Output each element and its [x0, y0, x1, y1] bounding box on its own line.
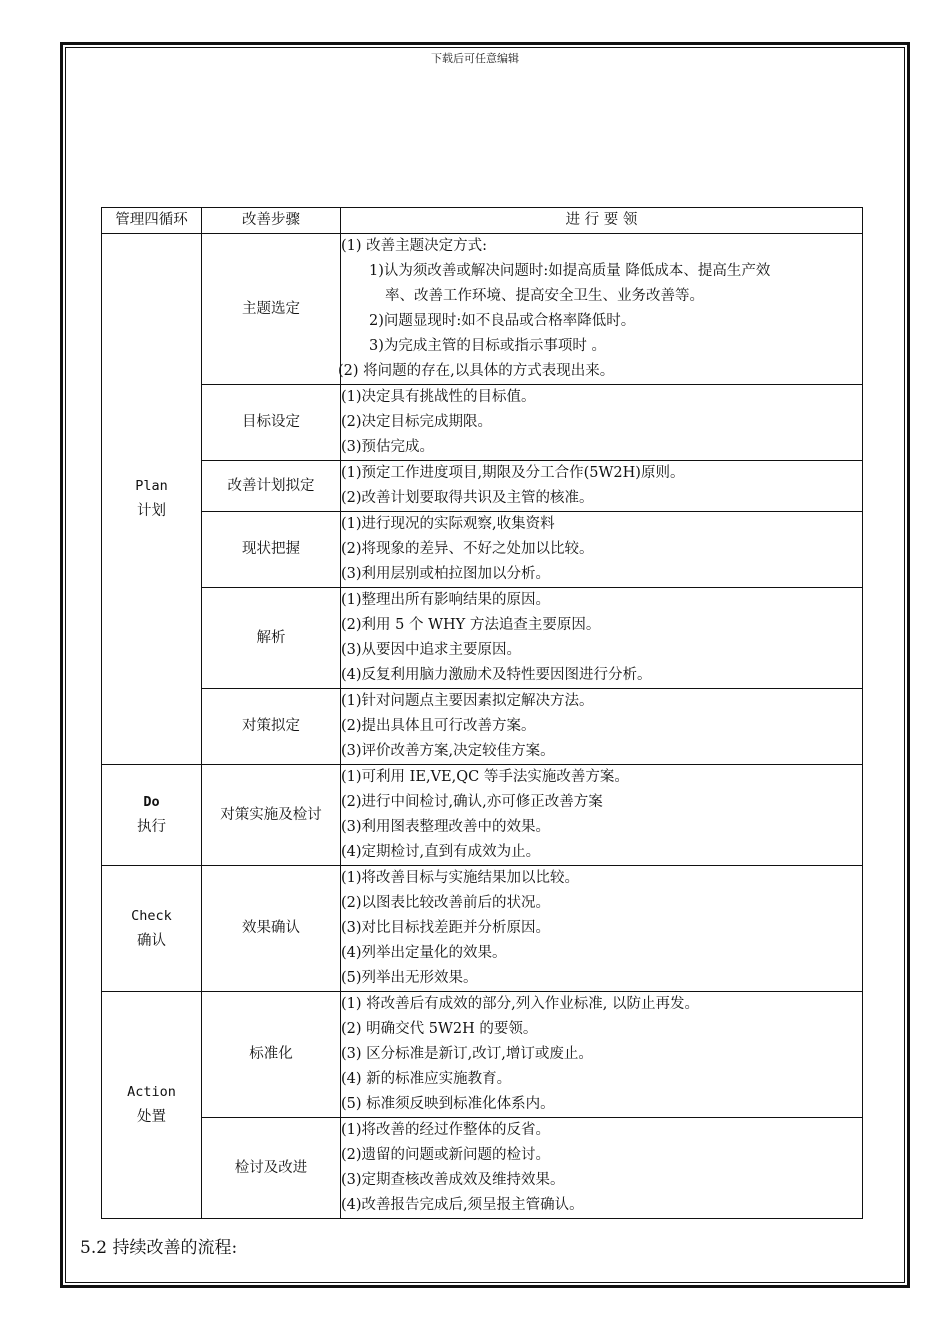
table-row	[102, 765, 863, 866]
cycle-do-zh: 执行	[137, 819, 166, 835]
point-line: (1)将改善的经过作整体的反省。	[341, 1122, 551, 1138]
point-line: (2)决定目标完成期限。	[341, 414, 493, 430]
point-line: (4)列举出定量化的效果。	[341, 945, 507, 961]
cycle-plan	[102, 234, 202, 765]
step-effect-confirmation: 效果确认	[202, 866, 341, 992]
point-line: (3)预估完成。	[341, 439, 435, 455]
point-line: (2) 将问题的存在,以具体的方式表现出来。	[338, 363, 615, 379]
point-line: (2)将现象的差异、不好之处加以比较。	[341, 541, 594, 557]
points-current-status	[341, 512, 863, 588]
cycle-action-zh: 处置	[137, 1109, 166, 1125]
point-line: (4) 新的标准应实施教育。	[341, 1071, 512, 1087]
points-standardization	[341, 992, 863, 1118]
table-row	[102, 992, 863, 1118]
header-points: 进 行 要 领	[341, 208, 863, 234]
point-line: (1)将改善目标与实施结果加以比较。	[341, 870, 580, 886]
points-goal-setting	[341, 385, 863, 461]
points-implementation	[341, 765, 863, 866]
point-line: (2)提出具体且可行改善方案。	[341, 718, 536, 734]
point-line: (2)利用 5 个 WHY 方法追查主要原因。	[341, 617, 601, 633]
table-row	[102, 588, 863, 689]
points-review-improve	[341, 1118, 863, 1219]
step-goal-setting: 目标设定	[202, 385, 341, 461]
cycle-action-en: Action	[127, 1084, 176, 1100]
point-line: 1)认为须改善或解决问题时:如提高质量 降低成本、提高生产效	[369, 263, 771, 279]
point-line: (5)列举出无形效果。	[341, 970, 478, 986]
step-implementation: 对策实施及检讨	[202, 765, 341, 866]
table-row	[102, 385, 863, 461]
point-line: 率、改善工作环境、提高安全卫生、业务改善等。	[385, 288, 704, 304]
point-line: 2)问题显现时:如不良品或合格率降低时。	[369, 313, 636, 329]
points-topic-selection	[338, 234, 863, 385]
points-analysis	[341, 588, 863, 689]
cycle-do-en: Do	[143, 794, 160, 810]
cycle-action	[102, 992, 202, 1219]
point-line: (1)预定工作进度项目,期限及分工合作(5W2H)原则。	[341, 465, 685, 481]
cycle-plan-en: Plan	[135, 478, 168, 494]
point-line: (3)对比目标找差距并分析原因。	[341, 920, 551, 936]
point-line: (2)遗留的问题或新问题的检讨。	[341, 1147, 551, 1163]
pdca-table	[101, 207, 863, 1219]
cycle-check	[102, 866, 202, 992]
point-line: (3)利用层别或柏拉图加以分析。	[341, 566, 551, 582]
step-countermeasure: 对策拟定	[202, 689, 341, 765]
step-analysis: 解析	[202, 588, 341, 689]
point-line: (3)利用图表整理改善中的效果。	[341, 819, 551, 835]
table-row	[102, 866, 863, 992]
header-note: 下载后可任意编辑	[431, 52, 519, 65]
point-line: (2) 明确交代 5W2H 的要领。	[341, 1021, 538, 1037]
cycle-check-zh: 确认	[137, 932, 166, 949]
table-row	[102, 512, 863, 588]
cycle-check-en: Check	[131, 907, 172, 924]
step-current-status: 现状把握	[202, 512, 341, 588]
point-line: (3)从要因中追求主要原因。	[341, 642, 522, 658]
point-line: (1)进行现况的实际观察,收集资料	[341, 516, 555, 532]
point-line: (1)可利用 IE,VE,QC 等手法实施改善方案。	[341, 769, 629, 785]
point-line: (4)反复利用脑力激励术及特性要因图进行分析。	[341, 667, 652, 683]
table-row	[102, 689, 863, 765]
points-countermeasure	[341, 689, 863, 765]
point-line: (4)改善报告完成后,须呈报主管确认。	[341, 1197, 584, 1213]
header-cycle: 管理四循环	[102, 208, 202, 234]
point-line: (4)定期检讨,直到有成效为止。	[341, 844, 541, 860]
step-standardization: 标准化	[202, 992, 341, 1118]
cycle-plan-zh: 计划	[137, 503, 166, 519]
point-line: (1) 改善主题决定方式:	[341, 238, 488, 254]
step-plan-drafting: 改善计划拟定	[202, 461, 341, 512]
point-line: (1)针对问题点主要因素拟定解决方法。	[341, 693, 594, 709]
point-line: (2)以图表比较改善前后的状况。	[341, 895, 551, 911]
table-row	[102, 1118, 863, 1219]
table-row	[102, 461, 863, 512]
header-step: 改善步骤	[202, 208, 341, 234]
point-line: (1) 将改善后有成效的部分,列入作业标准, 以防止再发。	[341, 996, 699, 1012]
point-line: (3) 区分标准是新订,改订,增订或废止。	[341, 1046, 593, 1062]
point-line: (5) 标准须反映到标准化体系内。	[341, 1096, 555, 1112]
step-topic-selection: 主题选定	[202, 234, 341, 385]
point-line: (2)进行中间检讨,确认,亦可修正改善方案	[341, 794, 603, 810]
points-plan-drafting	[341, 461, 863, 512]
table-header-row	[102, 208, 863, 234]
points-effect-confirmation	[341, 866, 863, 992]
step-review-improve: 检讨及改进	[202, 1118, 341, 1219]
point-line: (3)定期查核改善成效及维持效果。	[341, 1172, 565, 1188]
section-heading: 5.2 持续改善的流程:	[80, 1238, 238, 1258]
point-line: 3)为完成主管的目标或指示事项时 。	[369, 338, 606, 354]
point-line: (1)决定具有挑战性的目标值。	[341, 389, 536, 405]
point-line: (1)整理出所有影响结果的原因。	[341, 592, 551, 608]
point-line: (3)评价改善方案,决定较佳方案。	[341, 743, 555, 759]
table-row	[102, 234, 863, 385]
point-line: (2)改善计划要取得共识及主管的核准。	[341, 490, 594, 506]
cycle-do	[102, 765, 202, 866]
